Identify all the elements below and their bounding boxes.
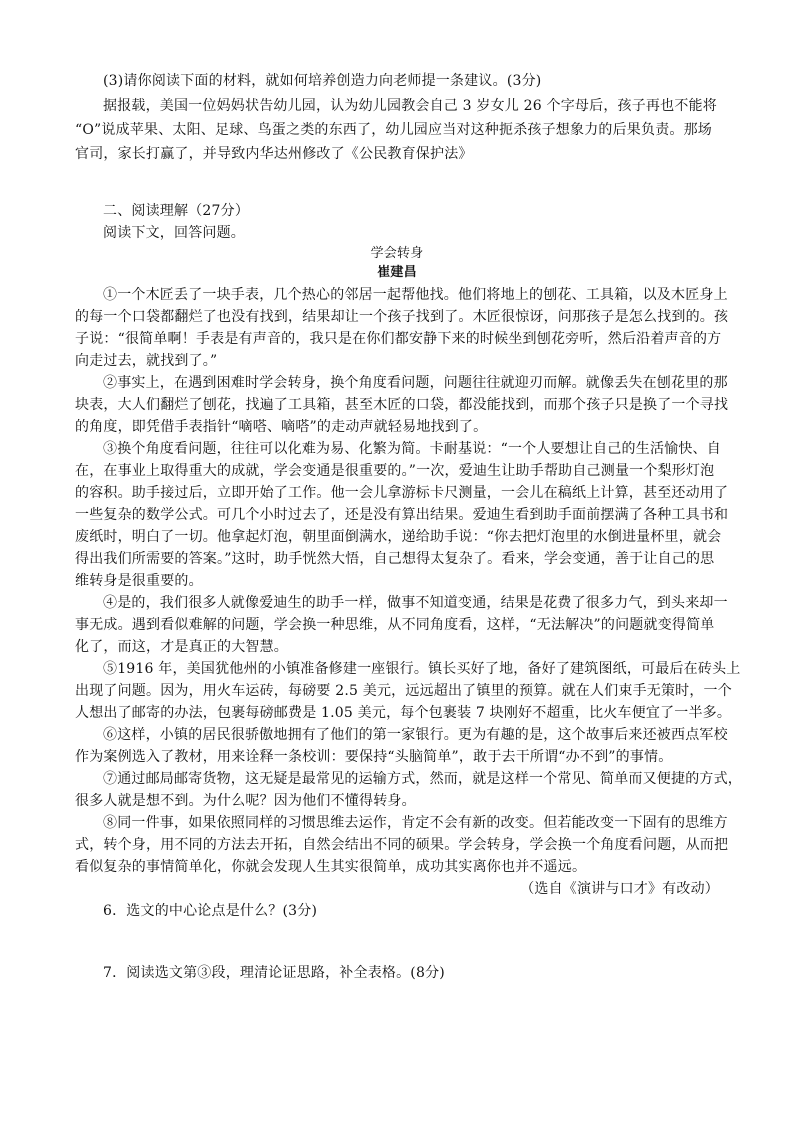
para1-line-1: ①一个木匠丢了一块手表，几个热心的邻居一起帮他找。他们将地上的刨花、工具箱，以及木匠身上: [103, 287, 728, 303]
article-title: 学会转身: [370, 246, 424, 261]
para2-line-1: ②事实上，在遇到困难时学会转身，换个角度看问题，问题往往就迎刃而解。就像丢失在刨花里的那: [103, 375, 728, 391]
para6-line-2: 作为案例选入了教材，用来诠释一条校训：要保持“头脑简单”，敢于去干所谓“办不到”的事情。: [75, 749, 673, 765]
para3-line-1: ③换个角度看问题，往往可以化难为易、化繁为简。卡耐基说：“一个人要想让自己的生活愉快、自: [103, 441, 721, 457]
section-heading: 二、阅读理解（27分）: [103, 203, 250, 219]
q3-material-line-3: 官司，家长打赢了，并导致内华达州修改了《公民教育保护法》: [75, 146, 473, 162]
para3-line-6: 得出我们所需要的答案。”这时，助手恍然大悟，自己想得太复杂了。看来，学会变通，善于让自己的思: [75, 551, 715, 567]
para3-line-7: 维转身是很重要的。: [75, 573, 203, 589]
question-6: 6．选文的中心论点是什么？(3分): [103, 903, 318, 919]
para5-line-1: ⑤1916 年，美国犹他州的小镇准备修建一座银行。镇长买好了地，备好了建筑图纸，可最后在砖头上: [103, 661, 741, 677]
para3-line-4: 一些复杂的数学公式。可几个小时过去了，还是没有算出结果。爱迪生看到助手面前摆满了各种工具书和: [75, 507, 729, 523]
para1-line-2: 的每一个口袋都翻烂了也没有找到，结果却让一个孩子找到了。木匠很惊讶，问那孩子是怎么找到的。孩: [75, 309, 729, 325]
para6-line-1: ⑥这样，小镇的居民很骄傲地拥有了他们的第一家银行。更为有趣的是，这个故事后来还被西点军校: [103, 727, 728, 743]
para3-line-5: 废纸时，明白了一切。他拿起灯泡，朝里面倒满水，递给助手说：“你去把灯泡里的水倒进量杯里，就会: [75, 529, 722, 545]
para7-line-2: 很多人就是想不到。为什么呢？因为他们不懂得转身。: [75, 793, 416, 809]
section-instruction: 阅读下文，回答问题。: [103, 225, 245, 241]
para8-line-3: 看似复杂的事情简单化，你就会发现人生其实很简单，成功其实离你也并不遥远。: [75, 859, 587, 875]
para1-line-4: 向走过去，就找到了。”: [75, 353, 218, 369]
para3-line-2: 在，在事业上取得重大的成就，学会变通是很重要的。”一次，爱迪生让助手帮助自己测量一个梨形灯泡: [75, 463, 715, 479]
article-source: （选自《演讲与口才》有改动）: [520, 881, 719, 897]
para3-line-3: 的容积。助手接过后，立即开始了工作。他一会儿拿游标卡尺测量，一会儿在稿纸上计算，甚至还动用了: [75, 485, 729, 501]
para1-line-3: 子说：“很简单啊！手表是有声音的，我只是在你们都安静下来的时候坐到刨花旁听，然后沿着声音的方: [75, 331, 722, 347]
q3-prompt: (3)请你阅读下面的材料，就如何培养创造力向老师提一条建议。(3分): [103, 73, 542, 89]
question-7: 7．阅读选文第③段，理清论证思路，补全表格。(8分): [103, 965, 445, 981]
para5-line-3: 人想出了邮寄的办法，包裹每磅邮费是 1.05 美元，每个包裹装 7 块刚好不超重，比火车便宜了一半多。: [75, 705, 732, 721]
para2-line-2: 块表，大人们翻烂了刨花，找遍了工具箱，甚至木匠的口袋，都没能找到，而那个孩子只是换了一个寻找: [75, 397, 729, 413]
para4-line-3: 化了，而这，才是真正的大智慧。: [75, 639, 288, 655]
para8-line-2: 式，转个身，用不同的方法去开拓，自然会结出不同的硕果。学会转身，学会换一个角度看问题，从而把: [75, 837, 729, 853]
para2-line-3: 的角度，即凭借手表指针“嘀嗒、嘀嗒”的走动声就轻易地找到了。: [75, 419, 488, 435]
para7-line-1: ⑦通过邮局邮寄货物，这无疑是最常见的运输方式，然而，就是这样一个常见、简单而又便捷的方式，: [103, 771, 742, 787]
para4-line-1: ④是的，我们很多人就像爱迪生的助手一样，做事不知道变通，结果是花费了很多力气，到头来却一: [103, 595, 728, 611]
q3-material-line-1: 据报载，美国一位妈妈状告幼儿园，认为幼儿园教会自己 3 岁女儿 26 个字母后，孩子再也不能将: [103, 98, 717, 114]
article-author: 崔建昌: [377, 265, 417, 280]
q3-material-line-2: “O”说成苹果、太阳、足球、鸟蛋之类的东西了，幼儿园应当对这种扼杀孩子想象力的后果负责。那场: [75, 122, 712, 138]
para5-line-2: 出现了问题。因为，用火车运砖，每磅要 2.5 美元，远远超出了镇里的预算。就在人们束手无策时，一个: [75, 683, 732, 699]
para8-line-1: ⑧同一件事，如果依照同样的习惯思维去运作，肯定不会有新的改变。但若能改变一下固有的思维方: [103, 815, 728, 831]
para4-line-2: 事无成。遇到看似难解的问题，学会换一种思维，从不同角度看，这样，“无法解决”的问题就变得简单: [75, 617, 715, 633]
